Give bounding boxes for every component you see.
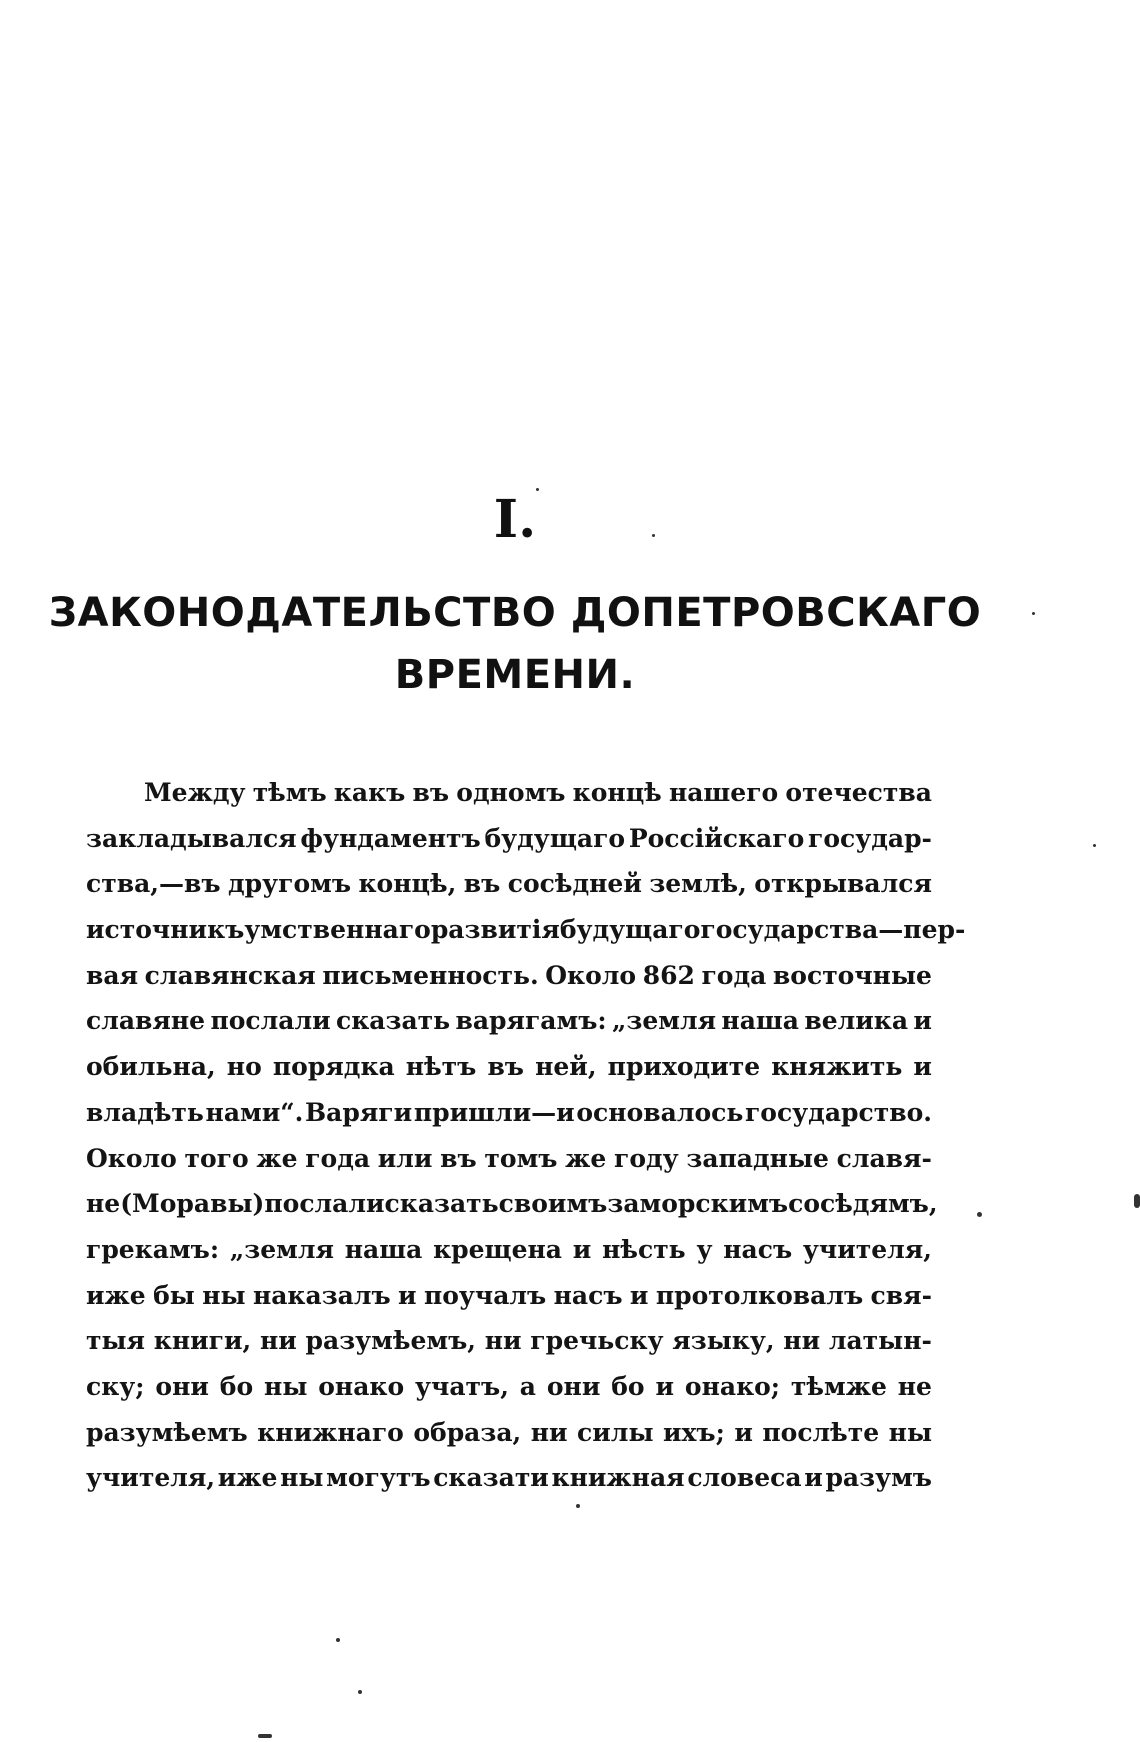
word: ихъ; xyxy=(662,1417,725,1447)
word: томъ xyxy=(484,1143,558,1173)
word: или xyxy=(377,1143,433,1173)
word: послѣте xyxy=(762,1417,880,1447)
word: и xyxy=(572,1234,592,1264)
scan-speck xyxy=(536,488,539,491)
scan-speck xyxy=(576,1504,580,1508)
text-line xyxy=(86,1273,932,1319)
word: пришли—и xyxy=(413,1097,575,1127)
word: насъ xyxy=(553,1280,623,1310)
word: разумѣемъ, xyxy=(305,1326,476,1356)
word: и xyxy=(629,1280,649,1310)
word: другомъ xyxy=(228,869,352,899)
word: (Моравы) xyxy=(120,1189,265,1219)
text-line xyxy=(86,1318,932,1364)
word: не xyxy=(897,1371,932,1401)
text-line xyxy=(86,998,932,1044)
word: государство. xyxy=(744,1097,932,1127)
word: порядка xyxy=(272,1052,395,1082)
word: славянская xyxy=(144,960,316,990)
word: сказать xyxy=(336,1006,451,1036)
word: княжить xyxy=(771,1052,903,1082)
word: они xyxy=(155,1371,209,1401)
word: сказати xyxy=(433,1463,549,1493)
word: закладывался xyxy=(86,823,297,853)
text-line xyxy=(86,816,932,862)
word: ни xyxy=(259,1326,297,1356)
word: ства,—въ xyxy=(86,869,221,899)
word: учителя, xyxy=(802,1234,932,1264)
scan-speck xyxy=(977,1212,982,1217)
scan-speck xyxy=(336,1638,340,1642)
text-line xyxy=(86,907,966,953)
word: не xyxy=(86,1189,121,1219)
word: года xyxy=(701,960,767,990)
text-line xyxy=(86,1364,932,1410)
text-line xyxy=(86,861,932,907)
word: государства—пер- xyxy=(700,915,966,945)
word: въ xyxy=(487,1052,524,1082)
word: иже xyxy=(217,1463,278,1493)
word: ны xyxy=(280,1463,324,1493)
scan-speck xyxy=(358,1690,362,1694)
chapter-title-line-2: ВРЕМЕНИ. xyxy=(394,652,636,698)
word: ны xyxy=(264,1371,308,1401)
word: открывался xyxy=(754,869,932,899)
word: послали xyxy=(264,1189,385,1219)
word: могутъ xyxy=(326,1463,431,1493)
word: иже xyxy=(86,1280,146,1310)
word: обильна, xyxy=(86,1052,216,1082)
word: сосѣдямъ, xyxy=(788,1189,938,1219)
word: будущаго xyxy=(559,915,701,945)
word: у xyxy=(696,1234,713,1264)
word: письменность. xyxy=(322,960,539,990)
word: ны xyxy=(202,1280,246,1310)
text-line xyxy=(86,1090,932,1136)
word: наказалъ xyxy=(252,1280,391,1310)
word: гречьску xyxy=(530,1326,664,1356)
chapter-title-line-1: ЗАКОНОДАТЕЛЬСТВО ДОПЕТРОВСКАГО xyxy=(48,590,982,636)
scan-speck xyxy=(652,534,655,537)
word: Около xyxy=(545,960,637,990)
word: а xyxy=(519,1371,536,1401)
word: книжнаго xyxy=(257,1417,404,1447)
word: ни xyxy=(783,1326,821,1356)
word: славя- xyxy=(836,1143,932,1173)
word: насъ xyxy=(723,1234,793,1264)
word: Варяги xyxy=(305,1097,413,1127)
word: ней, xyxy=(535,1052,597,1082)
word: владѣть xyxy=(86,1097,204,1127)
scan-speck xyxy=(1032,612,1035,615)
word: бо xyxy=(611,1371,645,1401)
word: же xyxy=(256,1143,298,1173)
word: книжная xyxy=(551,1463,685,1493)
word: варягамъ: xyxy=(455,1006,607,1036)
word: наша xyxy=(721,1006,799,1036)
word: разумъ xyxy=(825,1463,932,1493)
scan-speck xyxy=(258,1734,272,1738)
word: послали xyxy=(210,1006,331,1036)
word: заморскимъ xyxy=(607,1189,789,1219)
word: ни xyxy=(484,1326,522,1356)
word: нѣтъ xyxy=(405,1052,477,1082)
word: тыя xyxy=(86,1326,146,1356)
word: въ xyxy=(463,869,501,899)
word: одномъ xyxy=(456,778,566,807)
word: Россійскаго xyxy=(628,823,805,853)
paragraph xyxy=(86,770,966,1501)
scan-speck xyxy=(1134,1194,1140,1208)
word: ны xyxy=(888,1417,932,1447)
chapter-number: I. xyxy=(493,489,537,550)
word: концѣ, xyxy=(358,869,457,899)
word: и xyxy=(913,1006,932,1036)
word: нами“. xyxy=(205,1097,304,1127)
word: поучалъ xyxy=(423,1280,547,1310)
word: землѣ, xyxy=(649,869,747,899)
text-line xyxy=(86,1136,932,1182)
word: онако; xyxy=(684,1371,781,1401)
word: и xyxy=(804,1463,823,1493)
word: приходите xyxy=(607,1052,761,1082)
word: тѣмже xyxy=(790,1371,887,1401)
word: „земля xyxy=(612,1006,717,1036)
word: латын- xyxy=(828,1326,932,1356)
word: сказать xyxy=(384,1189,499,1219)
word: они xyxy=(546,1371,601,1401)
word: словеса xyxy=(687,1463,802,1493)
word: но xyxy=(226,1052,262,1082)
word: грекамъ: xyxy=(86,1234,220,1264)
word: въ xyxy=(440,1143,477,1173)
text-line xyxy=(86,1044,932,1090)
word: бы xyxy=(153,1280,195,1310)
word: и xyxy=(734,1417,753,1447)
word: развитія xyxy=(430,915,560,945)
word: Около xyxy=(86,1143,177,1173)
word: 862 xyxy=(642,960,695,990)
text-line xyxy=(86,1410,932,1456)
word: будущаго xyxy=(484,823,626,853)
word: вая xyxy=(86,960,139,990)
word: того xyxy=(184,1143,249,1173)
word: государ- xyxy=(808,823,932,853)
word: же xyxy=(565,1143,607,1173)
text-line xyxy=(86,1455,932,1501)
word: образа, xyxy=(413,1417,522,1447)
word: Между xyxy=(144,778,246,807)
word: своимъ xyxy=(498,1189,608,1219)
word: крещена xyxy=(433,1234,562,1264)
word: ни xyxy=(530,1417,568,1447)
word: ску; xyxy=(86,1371,145,1401)
scan-speck xyxy=(1093,844,1096,847)
text-line xyxy=(86,1227,932,1273)
word: въ xyxy=(412,778,450,807)
word: восточные xyxy=(772,960,932,990)
word: отечества xyxy=(785,778,932,807)
word: какъ xyxy=(333,778,406,807)
word: западные xyxy=(686,1143,829,1173)
word: книги, xyxy=(153,1326,252,1356)
word: сосѣдней xyxy=(507,869,642,899)
word: бо xyxy=(219,1371,254,1401)
word: и xyxy=(913,1052,932,1082)
word: наша xyxy=(344,1234,423,1264)
word: нѣсть xyxy=(602,1234,686,1264)
text-line xyxy=(86,1181,938,1227)
text-line xyxy=(86,770,932,816)
word: году xyxy=(614,1143,679,1173)
word: славяне xyxy=(86,1006,206,1036)
word: года xyxy=(305,1143,371,1173)
word: учителя, xyxy=(86,1463,216,1493)
word: „земля xyxy=(229,1234,334,1264)
word: учатъ, xyxy=(415,1371,509,1401)
text-line xyxy=(86,953,932,999)
word: тѣмъ xyxy=(252,778,327,807)
word: нашего xyxy=(668,778,779,807)
word: велика xyxy=(804,1006,909,1036)
word: концѣ xyxy=(572,778,662,807)
word: языку, xyxy=(672,1326,775,1356)
word: и xyxy=(655,1371,675,1401)
word: источникъ xyxy=(86,915,245,945)
word: основалось xyxy=(576,1097,744,1127)
word: свя- xyxy=(870,1280,932,1310)
word: силы xyxy=(577,1417,654,1447)
word: умственнаго xyxy=(244,915,431,945)
word: протолковалъ xyxy=(655,1280,864,1310)
word: и xyxy=(398,1280,417,1310)
word: онако xyxy=(318,1371,405,1401)
word: фундаментъ xyxy=(300,823,481,853)
word: разумѣемъ xyxy=(86,1417,248,1447)
